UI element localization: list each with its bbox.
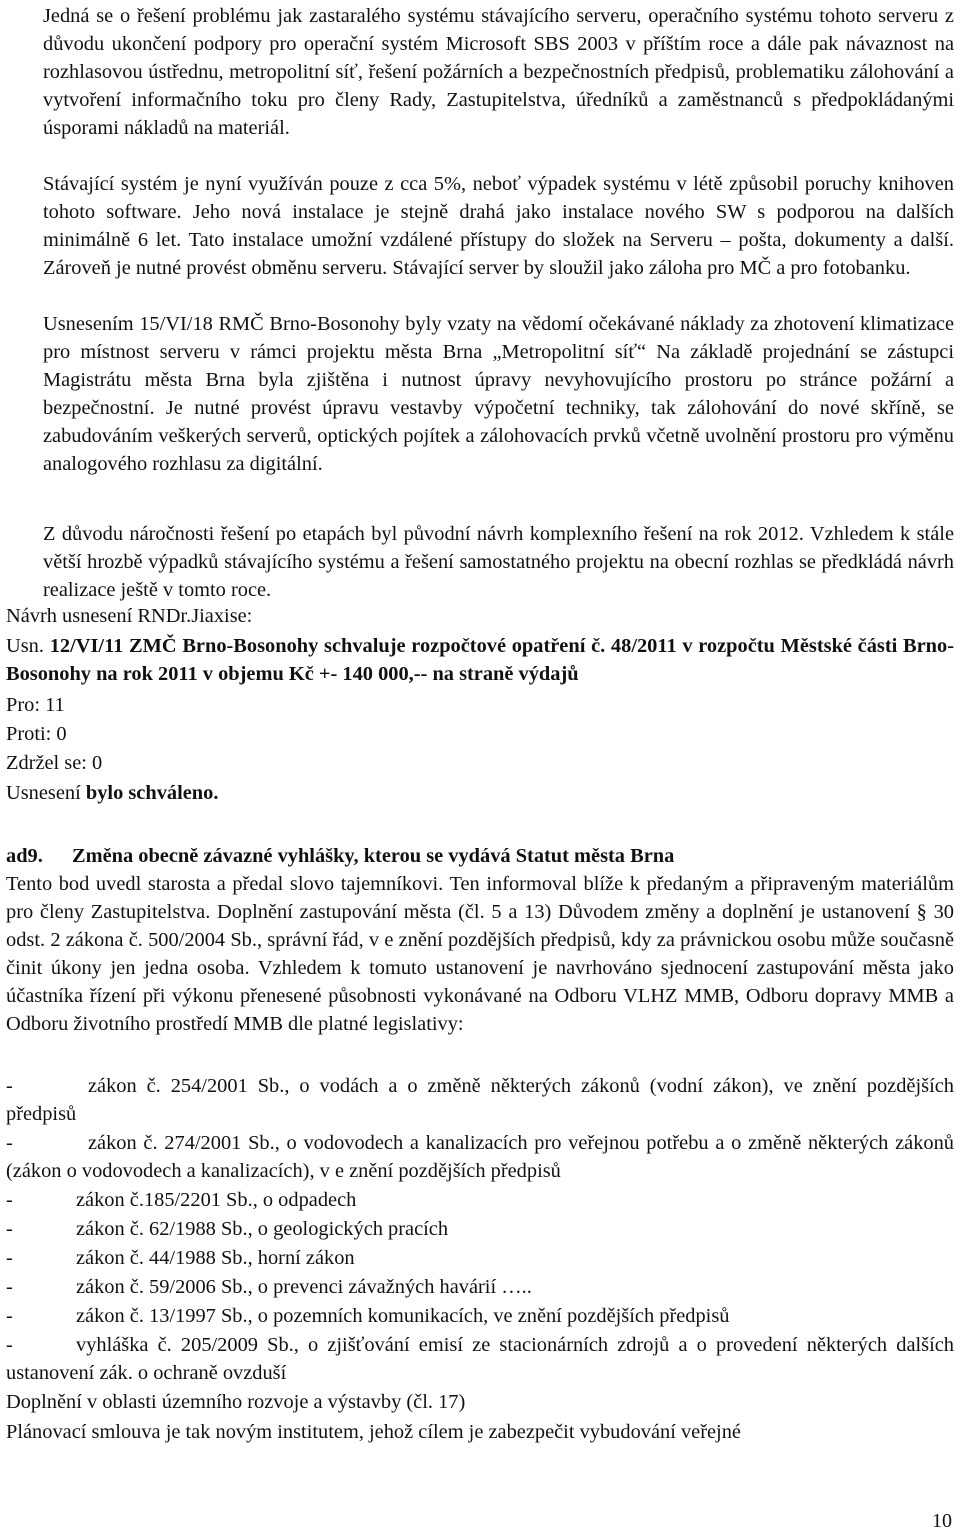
result-label: Usnesení: [6, 782, 81, 804]
list-dash: -: [6, 1218, 13, 1240]
item-9-title: Změna obecně závazné vyhlášky, kterou se vydává Statut města Brna: [72, 845, 675, 867]
list-dash: -: [6, 1276, 13, 1298]
law-text: zákon č. 274/2001 Sb., o vodovodech a kanalizacích pro veřejnou potřebu a o změně některých zákonů (zákon o vodovodech a kanalizacích), v e znění pozdějších předpisů: [6, 1132, 954, 1182]
vote-pro: Pro: 11: [6, 694, 65, 716]
list-dash: -: [6, 1132, 13, 1154]
law-text: vyhláška č. 205/2009 Sb., o zjišťování emisí ze stacionárních zdrojů a o provedení některých dalších ustanovení zák. o ochraně ovzduší: [6, 1334, 954, 1384]
vote-abstain: Zdržel se: 0: [6, 752, 103, 774]
item-9-body: Tento bod uvedl starosta a předal slovo tajemníkovi. Ten informoval blíže k předaným a připraveným materiálům pro členy Zastupitelstva. Doplnění zastupování města (čl. 5 a 13) Důvodem změny a doplnění je ustanovení § 30 odst. 2 zákona č. 500/2004 Sb., správní řád, v e znění pozdějších předpisů, kdy za právnickou osobu může současně činit úkony jen jedna osoba. Vzhledem k tomuto ustanovení je navrhováno sjednocení zastupování města jako účastníka řízení při výkonu přenesené působnosti vykonávané na Odboru VLHZ MMB, Odboru dopravy MMB a Odboru životního prostředí MMB dle platné legislativy:: [6, 873, 954, 1035]
vote-proti: Proti: 0: [6, 723, 67, 745]
item-9-heading: [6, 842, 674, 870]
result-value: bylo schváleno.: [85, 782, 219, 804]
page-number: 10: [932, 1510, 952, 1532]
law-text: zákon č. 62/1988 Sb., o geologických pracích: [76, 1218, 449, 1240]
law-text: zákon č. 44/1988 Sb., horní zákon: [76, 1247, 355, 1269]
list-dash: -: [6, 1334, 13, 1356]
paragraph-realization: Z důvodu náročnosti řešení po etapách byl původní návrh komplexního řešení na rok 2012. Vzhledem k stále větší hrozbě výpadků stávajícího systému a řešení samostatného projektu na obecní rozhlas se předkládá návrh realizace ještě v tomto roce.: [43, 523, 954, 601]
law-text: zákon č. 13/1997 Sb., o pozemních komunikacích, ve znění pozdějších předpisů: [76, 1305, 730, 1327]
list-dash: -: [6, 1075, 13, 1097]
planning-contract-text: Plánovací smlouva je tak novým institutem, jehož cílem je zabezpečit vybudování veřejné: [6, 1421, 741, 1443]
territorial-heading: Doplnění v oblasti územního rozvoje a výstavby (čl. 17): [6, 1391, 466, 1413]
law-text: zákon č. 59/2006 Sb., o prevenci závažných havárií …..: [76, 1276, 532, 1298]
resolution-label: Usn.: [6, 635, 44, 657]
list-dash: -: [6, 1189, 13, 1211]
resolution-proposal: Návrh usnesení RNDr.Jiaxise:: [6, 605, 253, 627]
paragraph-server: Jedná se o řešení problému jak zastaralého systému stávajícího serveru, operačního systému tohoto serveru z důvodu ukončení podpory pro operační systém Microsoft SBS 2003 v příštím roce a dále pak návaznost na rozhlasovou ústřednu, metropolitní síť, řešení požárních a bezpečnostních předpisů, problematiku zálohování a vytvoření informačního toku pro členy Rady, Zastupitelstva, úředníků a zaměstnanců s předpokládanými úsporami nákladů na materiál.: [43, 5, 954, 139]
resolution-result: [6, 779, 218, 807]
paragraph-current-system: Stávající systém je nyní využíván pouze z cca 5%, neboť výpadek systému v létě způsobil poruchy knihoven tohoto software. Jeho nová instalace je stejně drahá jako instalace nového SW s podporou na dalších minimálně 6 let. Tato instalace umožní vzdálené přístupy do složek na Serveru – pošta, dokumenty a další. Zároveň je nutné provést obměnu serveru. Stávající server by sloužil jako záloha pro MČ a pro fotobanku.: [43, 173, 954, 279]
resolution-text: [6, 632, 954, 688]
paragraph-resolution-history: Usnesením 15/VI/18 RMČ Brno-Bosonohy byly vzaty na vědomí očekávané náklady za zhotovení klimatizace pro místnost serveru v rámci projektu města Brna „Metropolitní síť“ Na základě projednání se zástupci Magistrátu města Brna byla zjištěna i nutnost úpravy nevyhovujícího prostoru po stránce požární a bezpečnostní. Je nutné provést úpravu vestavby výpočetní techniky, tak zálohování do nové skříně, se zabudováním veškerých serverů, optických pojítek a zálohovacích prvků včetně uvolnění prostoru pro výměnu analogového rozhlasu za digitální.: [43, 313, 954, 475]
item-9-number: ad9.: [6, 845, 43, 867]
law-text: zákon č.185/2201 Sb., o odpadech: [76, 1189, 357, 1211]
resolution-body: 12/VI/11 ZMČ Brno-Bosonohy schvaluje rozpočtové opatření č. 48/2011 v rozpočtu Městské části Brno-Bosonohy na rok 2011 v objemu Kč +- 140 000,-- na straně výdajů: [6, 635, 954, 685]
list-dash: -: [6, 1305, 13, 1327]
law-text: zákon č. 254/2001 Sb., o vodách a o změně některých zákonů (vodní zákon), ve znění pozdějších předpisů: [6, 1075, 954, 1125]
list-dash: -: [6, 1247, 13, 1269]
